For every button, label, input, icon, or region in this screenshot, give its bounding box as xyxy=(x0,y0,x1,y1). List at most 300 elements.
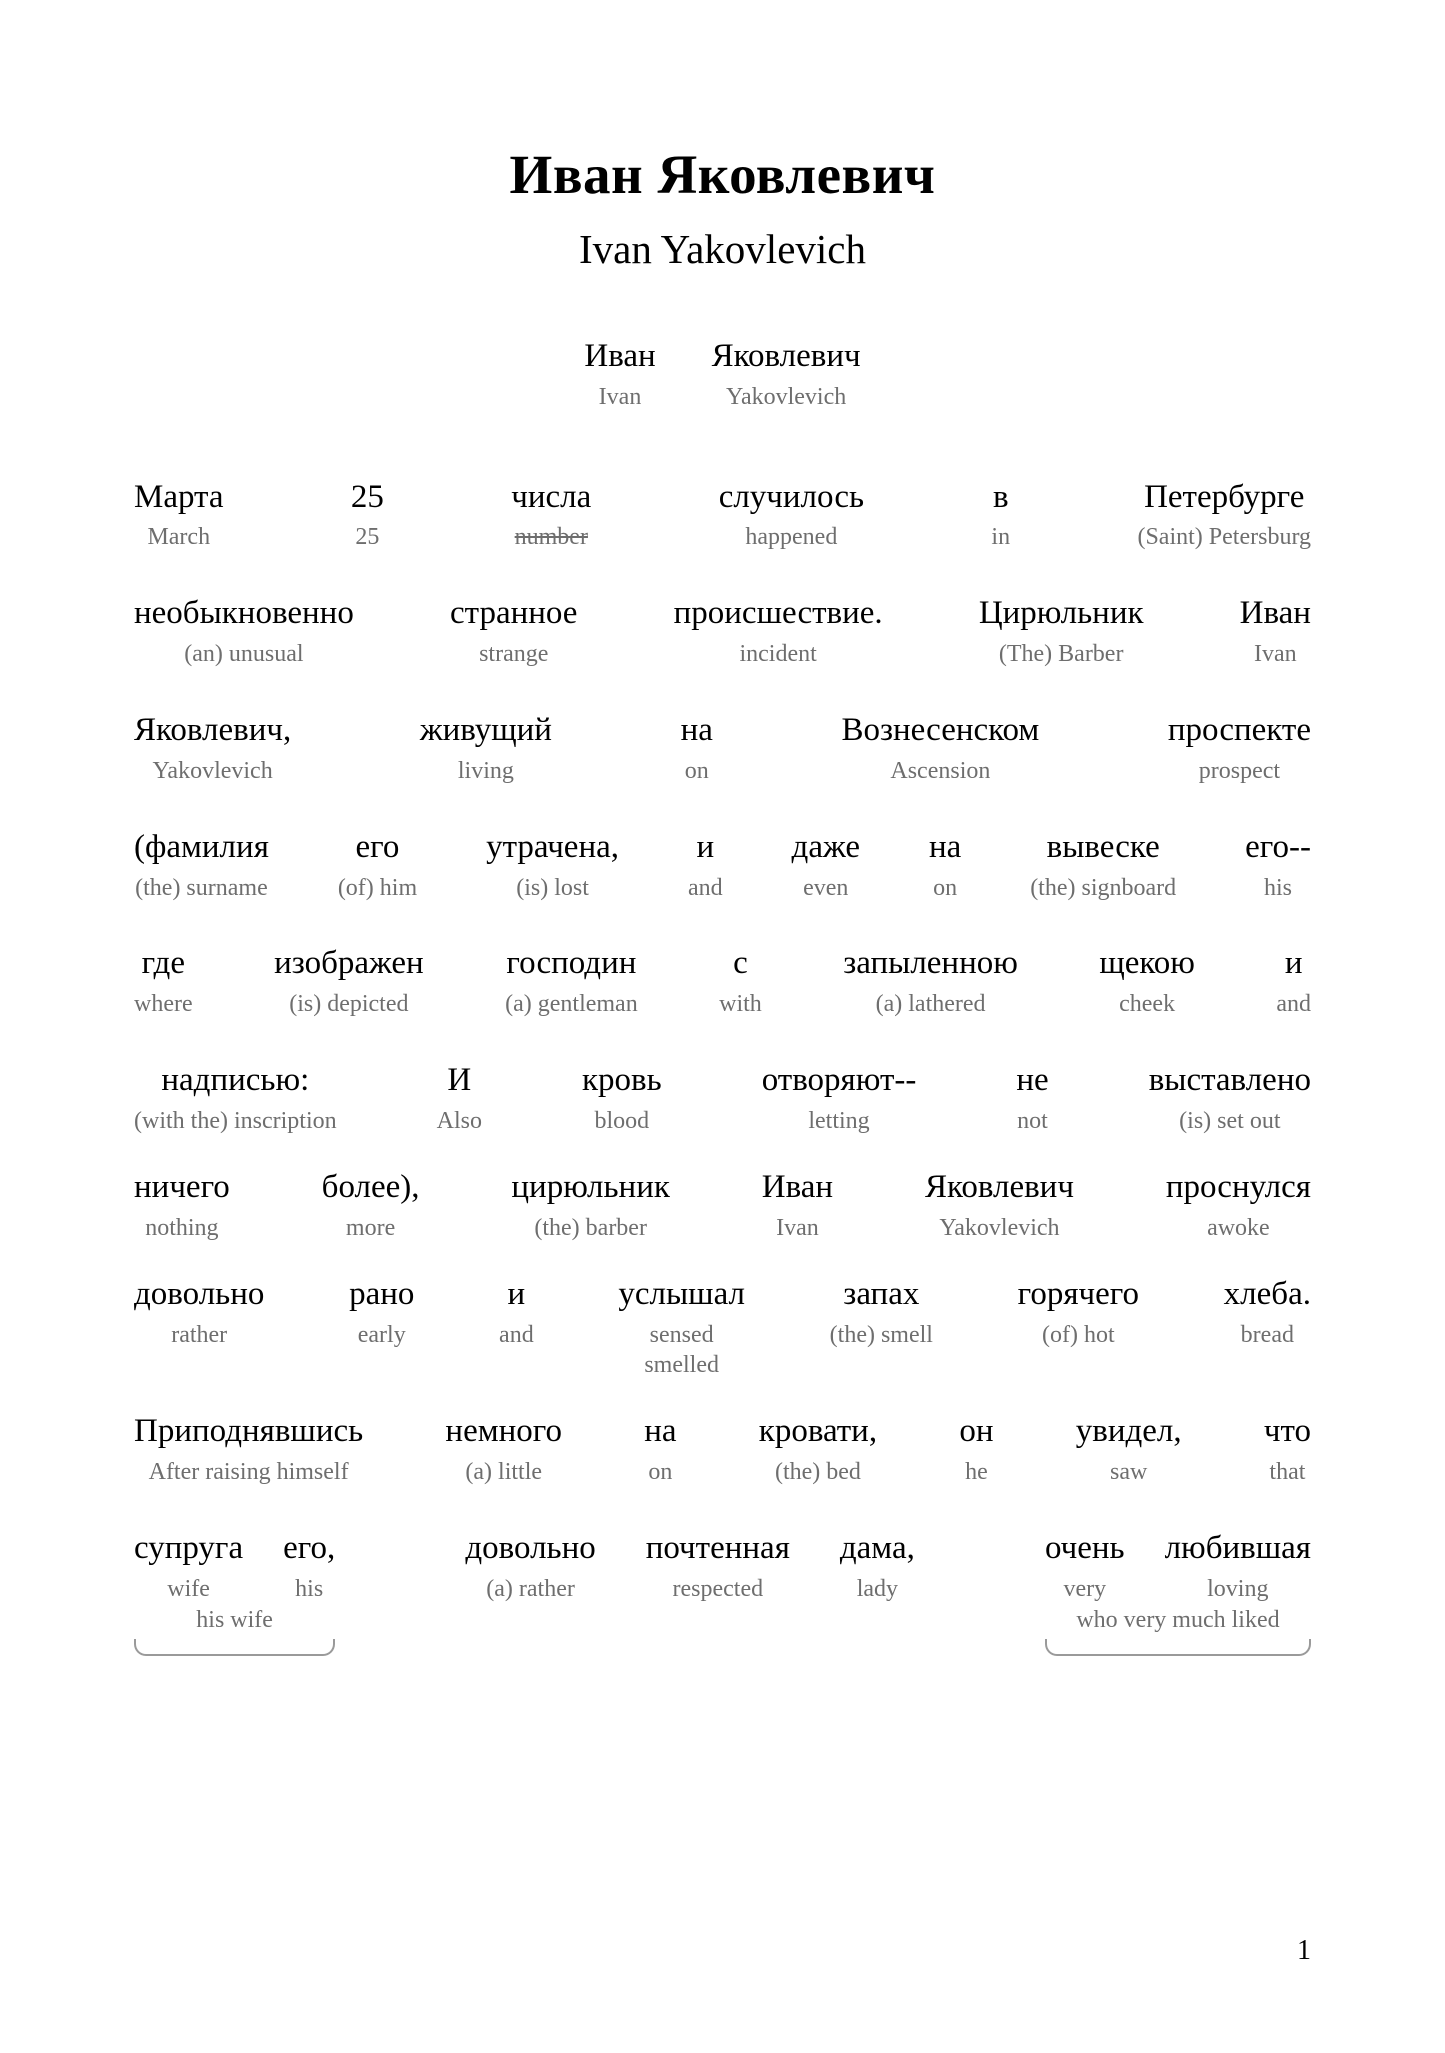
source-word: проспекте xyxy=(1167,712,1311,748)
gloss-word: Ivan xyxy=(598,383,642,410)
source-word: запыленною xyxy=(843,945,1018,982)
gloss-pair xyxy=(991,478,1010,553)
gloss-pair xyxy=(134,594,354,669)
source-word: его-- xyxy=(1245,828,1311,865)
gloss-word: (of) hot xyxy=(1041,1321,1115,1348)
source-word: числа xyxy=(511,478,592,515)
source-word: происшествие. xyxy=(673,595,883,632)
gloss-pair xyxy=(1224,1275,1311,1350)
source-word: необыкновенно xyxy=(134,595,354,632)
gloss-pair xyxy=(134,828,269,903)
gloss-stack xyxy=(688,867,723,903)
gloss-word: sensed xyxy=(649,1321,714,1348)
gloss-word: Yakovlevich xyxy=(152,757,273,784)
source-word: отворяют-- xyxy=(761,1062,917,1099)
gloss-pair xyxy=(584,337,655,412)
gloss-word: March xyxy=(147,524,211,551)
interlinear-line xyxy=(134,594,1311,669)
gloss-pair xyxy=(841,711,1039,786)
group-bracket xyxy=(134,1639,335,1656)
line-spacer xyxy=(134,412,1311,478)
gloss-pair xyxy=(929,828,961,903)
source-word: Петербурге xyxy=(1144,478,1305,515)
gloss-word: on xyxy=(933,874,958,901)
source-word: странное xyxy=(449,595,578,632)
group-words xyxy=(134,1529,335,1604)
source-word: где xyxy=(141,945,185,982)
source-word: господин xyxy=(506,945,637,982)
gloss-pair xyxy=(830,1275,933,1350)
gloss-pair xyxy=(505,944,638,1019)
gloss-word: rather xyxy=(171,1321,228,1348)
source-word: живущий xyxy=(419,712,552,748)
gloss-word: even xyxy=(803,874,849,901)
gloss-word: wife xyxy=(167,1575,210,1602)
source-word: ничего xyxy=(134,1168,230,1205)
gloss-stack xyxy=(1063,1568,1106,1604)
gloss-stack xyxy=(599,376,642,412)
gloss-stack xyxy=(134,1100,337,1136)
source-word: услышал xyxy=(618,1275,745,1312)
line-spacer xyxy=(134,1019,1311,1061)
gloss-word: (the) surname xyxy=(135,874,268,901)
gloss-pair xyxy=(338,828,417,903)
gloss-stack xyxy=(1264,867,1292,903)
source-word: Вознесенском xyxy=(841,712,1040,748)
gloss-pair xyxy=(644,1412,676,1487)
gloss-word: respected xyxy=(672,1575,764,1602)
gloss-stack xyxy=(355,516,379,552)
source-word: кровь xyxy=(582,1062,662,1099)
gloss-pair xyxy=(674,594,883,669)
gloss-word: prospect xyxy=(1198,757,1281,784)
gloss-stack xyxy=(803,867,848,903)
gloss-stack xyxy=(991,516,1010,552)
gloss-stack xyxy=(1137,516,1311,552)
gloss-stack xyxy=(167,1568,210,1604)
gloss-word: awoke xyxy=(1207,1214,1270,1241)
gloss-word: (is) lost xyxy=(516,874,589,901)
gloss-pair xyxy=(283,1529,335,1604)
gloss-word: in xyxy=(991,524,1011,551)
spacer xyxy=(134,271,1311,337)
interlinear-line xyxy=(134,828,1311,903)
line-spacer xyxy=(134,1487,1311,1529)
gloss-stack xyxy=(1042,1314,1115,1350)
line-spacer xyxy=(134,1136,1311,1168)
gloss-word: (the) signboard xyxy=(1030,874,1177,901)
source-word: Яковлевич xyxy=(924,1168,1074,1205)
gloss-pair xyxy=(511,1168,670,1243)
gloss-word: and xyxy=(499,1321,534,1348)
line-spacer xyxy=(134,669,1311,711)
gloss-stack xyxy=(1199,750,1280,786)
source-word: и xyxy=(1284,945,1303,982)
gloss-stack xyxy=(437,1100,482,1136)
gloss-pair xyxy=(134,1061,337,1136)
gloss-pair xyxy=(1168,711,1311,786)
gloss-pair xyxy=(351,478,384,553)
interlinear-line xyxy=(134,711,1311,786)
source-word: проснулся xyxy=(1165,1168,1311,1205)
group-words xyxy=(1045,1529,1311,1604)
interlinear-line xyxy=(134,478,1311,553)
gloss-pair xyxy=(1099,944,1195,1019)
line-spacer xyxy=(134,1380,1311,1412)
gloss-word: letting xyxy=(808,1108,870,1135)
gloss-pair xyxy=(1165,1529,1311,1604)
source-word: хлеба. xyxy=(1223,1275,1311,1312)
gloss-pair xyxy=(134,1529,243,1604)
source-word: Иван xyxy=(1239,595,1311,632)
gloss-pair xyxy=(582,1061,662,1136)
gloss-stack xyxy=(134,983,193,1019)
interlinear-line xyxy=(134,337,1311,412)
source-word: он xyxy=(959,1413,994,1450)
gloss-word: happened xyxy=(745,524,838,551)
gloss-stack xyxy=(876,983,986,1019)
gloss-pair xyxy=(134,1275,264,1350)
gloss-stack xyxy=(479,633,548,669)
source-word: 25 xyxy=(350,478,384,515)
gloss-stack xyxy=(1254,633,1297,669)
gloss-word: where xyxy=(134,991,193,1018)
gloss-pair xyxy=(1030,828,1176,903)
gloss-word: (the) bed xyxy=(774,1459,861,1486)
gloss-word: 25 xyxy=(355,524,380,551)
gloss-pair xyxy=(1276,944,1311,1019)
source-word: довольно xyxy=(465,1529,596,1566)
gloss-word: (an) unusual xyxy=(184,641,304,668)
gloss-stack xyxy=(1269,1451,1305,1487)
gloss-pair xyxy=(1076,1412,1182,1487)
gloss-pair xyxy=(450,594,578,669)
gloss-word: (the) smell xyxy=(829,1321,933,1348)
gloss-stack xyxy=(644,1314,719,1381)
gloss-word: loving xyxy=(1207,1575,1269,1602)
gloss-stack xyxy=(338,867,417,903)
gloss-stack xyxy=(534,1207,647,1243)
gloss-stack xyxy=(1276,983,1311,1019)
gloss-pair xyxy=(762,1168,833,1243)
gloss-word: cheek xyxy=(1119,991,1176,1018)
gloss-word-alternate: smelled xyxy=(644,1352,719,1379)
interlinear-text-body xyxy=(134,337,1311,1698)
gloss-word: not xyxy=(1017,1108,1048,1135)
gloss-stack xyxy=(776,1207,819,1243)
source-word: на xyxy=(644,1413,677,1450)
gloss-stack xyxy=(745,516,837,552)
source-word: цирюльник xyxy=(511,1168,670,1205)
gloss-stack xyxy=(346,1207,395,1243)
gloss-stack xyxy=(295,1568,323,1604)
gloss-word: Yakovlevich xyxy=(726,383,847,410)
line-spacer xyxy=(134,1243,1311,1275)
gloss-stack xyxy=(486,1568,575,1604)
gloss-pair xyxy=(134,478,224,553)
source-word: дама, xyxy=(839,1529,915,1566)
source-word: в xyxy=(992,478,1009,515)
gloss-word: (The) Barber xyxy=(998,641,1124,668)
gloss-pair xyxy=(719,944,762,1019)
gloss-stack xyxy=(775,1451,861,1487)
gloss-pair xyxy=(1018,1275,1139,1350)
interlinear-line xyxy=(134,1061,1311,1136)
gloss-pair xyxy=(499,1275,534,1350)
gloss-word: (a) rather xyxy=(486,1575,575,1602)
gloss-stack xyxy=(465,1451,542,1487)
gloss-stack xyxy=(857,1568,898,1604)
phrase-run xyxy=(465,1529,915,1604)
gloss-stack xyxy=(289,983,408,1019)
gloss-stack xyxy=(933,867,957,903)
gloss-stack xyxy=(152,750,272,786)
source-word: что xyxy=(1263,1413,1311,1450)
gloss-word: blood xyxy=(594,1108,650,1135)
source-word: с xyxy=(733,945,748,982)
gloss-stack xyxy=(1119,983,1175,1019)
gloss-pair xyxy=(925,1168,1074,1243)
gloss-pair xyxy=(1264,1412,1311,1487)
gloss-word-struck: number xyxy=(514,524,588,551)
gloss-word: bread xyxy=(1240,1321,1294,1348)
source-word: кровати, xyxy=(758,1413,878,1450)
gloss-word: (is) set out xyxy=(1179,1108,1281,1135)
source-word: и xyxy=(507,1275,526,1312)
gloss-stack xyxy=(1179,1100,1280,1136)
source-word: на xyxy=(928,828,962,865)
source-word: случилось xyxy=(718,478,865,515)
gloss-stack xyxy=(516,867,589,903)
gloss-pair xyxy=(445,1412,562,1487)
gloss-word: saw xyxy=(1110,1459,1148,1486)
gloss-stack xyxy=(1207,1568,1268,1604)
source-word: любившая xyxy=(1164,1529,1311,1566)
source-word: надписью: xyxy=(161,1062,310,1099)
gloss-pair xyxy=(759,1412,877,1487)
source-word: (фамилия xyxy=(134,828,269,865)
gloss-stack xyxy=(726,376,846,412)
gloss-stack xyxy=(145,1207,218,1243)
gloss-word: more xyxy=(345,1214,396,1241)
line-spacer xyxy=(134,1656,1311,1698)
gloss-word: very xyxy=(1063,1575,1107,1602)
gloss-pair xyxy=(840,1529,915,1604)
source-word: и xyxy=(696,828,715,865)
gloss-stack xyxy=(499,1314,534,1350)
gloss-pair xyxy=(1166,1168,1311,1243)
gloss-stack xyxy=(1110,1451,1147,1487)
gloss-stack xyxy=(648,1451,672,1487)
gloss-pair xyxy=(792,828,860,903)
source-word: Марта xyxy=(134,478,224,515)
gloss-pair xyxy=(719,478,864,553)
gloss-pair xyxy=(618,1275,745,1381)
gloss-stack xyxy=(808,1100,869,1136)
gloss-stack xyxy=(149,1451,349,1487)
group-words xyxy=(465,1529,915,1604)
gloss-pair xyxy=(1137,478,1311,553)
source-word: Иван xyxy=(584,337,656,374)
group-note: his wife xyxy=(196,1606,273,1633)
gloss-pair xyxy=(979,594,1144,669)
group-bracket xyxy=(1045,1639,1311,1656)
gloss-word: After raising himself xyxy=(148,1459,349,1486)
source-word: на xyxy=(680,712,713,748)
gloss-pair xyxy=(134,1168,230,1243)
gloss-pair xyxy=(1016,1061,1048,1136)
grouped-phrase xyxy=(134,1529,335,1656)
source-word: изображен xyxy=(274,945,424,982)
gloss-pair xyxy=(134,711,291,786)
gloss-pair xyxy=(274,944,424,1019)
gloss-word: Also xyxy=(436,1108,482,1135)
gloss-pair xyxy=(959,1412,993,1487)
gloss-pair xyxy=(437,1061,482,1136)
gloss-stack xyxy=(830,1314,933,1350)
source-word: Яковлевич xyxy=(711,337,861,374)
interlinear-line xyxy=(134,1412,1311,1487)
line-spacer xyxy=(134,902,1311,944)
gloss-word: (Saint) Petersburg xyxy=(1137,524,1311,551)
gloss-pair xyxy=(1149,1061,1311,1136)
source-word: почтенная xyxy=(645,1529,790,1566)
source-word: Приподнявшись xyxy=(134,1413,364,1450)
gloss-pair xyxy=(349,1275,414,1350)
gloss-word: Yakovlevich xyxy=(939,1214,1060,1241)
gloss-pair xyxy=(1240,594,1311,669)
gloss-word: incident xyxy=(739,641,817,668)
page-number: 1 xyxy=(1297,1935,1311,1966)
source-word: увидел, xyxy=(1075,1413,1182,1450)
source-word: Иван xyxy=(761,1168,834,1205)
gloss-word: (is) depicted xyxy=(289,991,409,1018)
interlinear-line xyxy=(134,944,1311,1019)
gloss-pair xyxy=(134,1412,363,1487)
gloss-pair xyxy=(511,478,591,553)
gloss-pair xyxy=(1245,828,1311,903)
source-word: горячего xyxy=(1017,1275,1139,1312)
gloss-pair xyxy=(134,944,193,1019)
gloss-word: his xyxy=(295,1575,324,1602)
gloss-word: on xyxy=(648,1459,673,1486)
source-word: рано xyxy=(349,1275,415,1312)
gloss-word: strange xyxy=(479,641,549,668)
gloss-stack xyxy=(890,750,990,786)
gloss-word: lady xyxy=(856,1575,899,1602)
gloss-stack xyxy=(458,750,514,786)
gloss-pair xyxy=(465,1529,595,1604)
gloss-word: on xyxy=(684,757,709,784)
gloss-stack xyxy=(673,1568,764,1604)
source-word: Яковлевич, xyxy=(134,712,292,748)
gloss-pair xyxy=(486,828,619,903)
interlinear-line xyxy=(134,1168,1311,1243)
gloss-word: (a) gentleman xyxy=(505,991,638,1018)
gloss-stack xyxy=(1017,1100,1048,1136)
gloss-word: he xyxy=(965,1459,988,1486)
interlinear-line xyxy=(134,1529,1311,1656)
gloss-word: (of) him xyxy=(337,874,418,901)
gloss-stack xyxy=(1207,1207,1270,1243)
source-word: вывеске xyxy=(1046,828,1160,865)
gloss-stack xyxy=(939,1207,1059,1243)
page-title: Иван Яковлевич xyxy=(509,144,936,205)
line-spacer xyxy=(134,786,1311,828)
gloss-stack xyxy=(515,516,588,552)
gloss-stack xyxy=(171,1314,227,1350)
gloss-word: (with the) inscription xyxy=(134,1108,337,1135)
gloss-word: (a) lathered xyxy=(875,991,986,1018)
gloss-word: living xyxy=(457,757,514,784)
gloss-word: that xyxy=(1269,1459,1306,1486)
gloss-stack xyxy=(595,1100,650,1136)
gloss-word: and xyxy=(1276,991,1311,1018)
gloss-pair xyxy=(712,337,861,412)
gloss-stack xyxy=(135,867,268,903)
gloss-pair xyxy=(322,1168,420,1243)
gloss-word: (a) little xyxy=(465,1459,543,1486)
gloss-word: Ascension xyxy=(890,757,991,784)
gloss-word: nothing xyxy=(145,1214,219,1241)
gloss-stack xyxy=(965,1451,988,1487)
source-word: утрачена, xyxy=(486,828,620,865)
source-word: запах xyxy=(843,1275,920,1312)
source-word: его, xyxy=(283,1529,336,1566)
gloss-pair xyxy=(681,711,713,786)
gloss-pair xyxy=(843,944,1018,1019)
gloss-pair xyxy=(646,1529,790,1604)
gloss-stack xyxy=(999,633,1124,669)
gloss-stack xyxy=(1241,1314,1294,1350)
line-spacer xyxy=(134,552,1311,594)
gloss-pair xyxy=(420,711,552,786)
gloss-stack xyxy=(739,633,816,669)
source-word: выставлено xyxy=(1148,1062,1311,1099)
source-word: более), xyxy=(321,1168,420,1205)
gloss-word: his xyxy=(1264,874,1293,901)
gloss-pair xyxy=(688,828,723,903)
source-word: очень xyxy=(1044,1529,1125,1566)
source-word: И xyxy=(447,1062,472,1099)
gloss-word: Ivan xyxy=(1253,641,1297,668)
source-word: довольно xyxy=(134,1275,265,1312)
gloss-stack xyxy=(685,750,709,786)
gloss-stack xyxy=(184,633,303,669)
page-subtitle: Ivan Yakovlevich xyxy=(579,225,866,272)
gloss-word: and xyxy=(687,874,723,901)
gloss-word: with xyxy=(719,991,762,1018)
gloss-word: Ivan xyxy=(776,1214,819,1241)
source-word: даже xyxy=(791,828,860,865)
source-word: щекою xyxy=(1099,945,1195,982)
gloss-word: (the) barber xyxy=(534,1214,647,1241)
gloss-stack xyxy=(358,1314,406,1350)
gloss-pair xyxy=(1045,1529,1125,1604)
interlinear-line xyxy=(134,1275,1311,1381)
group-note: who very much liked xyxy=(1076,1606,1280,1633)
source-word: не xyxy=(1016,1062,1049,1099)
gloss-word: early xyxy=(357,1321,406,1348)
gloss-stack xyxy=(505,983,638,1019)
gloss-stack xyxy=(147,516,210,552)
gloss-stack xyxy=(719,983,762,1019)
gloss-stack xyxy=(1030,867,1176,903)
grouped-phrase xyxy=(1045,1529,1311,1656)
source-word: немного xyxy=(445,1413,562,1450)
source-word: Цирюльник xyxy=(978,595,1144,632)
source-word: его xyxy=(355,828,400,865)
